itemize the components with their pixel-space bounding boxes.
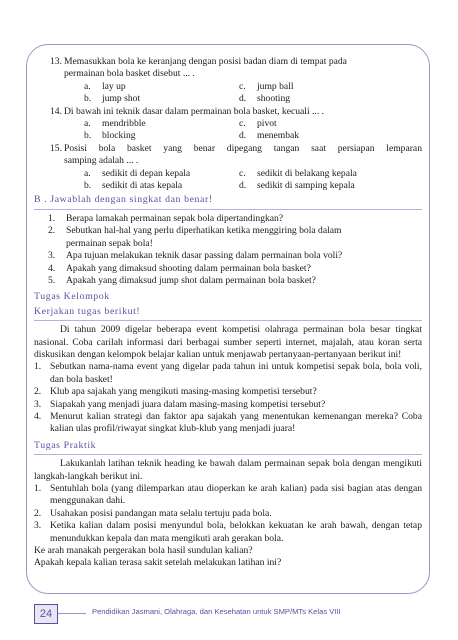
option-letter: a. [84, 80, 91, 92]
page-number: 24 [34, 604, 58, 624]
question-text: Di bawah ini teknik dasar dalam permainan bola basket, kecuali ... . [64, 105, 325, 117]
question-text: Memasukkan bola ke keranjang dengan posisi badan diam di tempat pada [64, 56, 347, 67]
option-text: pivot [257, 118, 277, 130]
question-14 [34, 106, 422, 118]
divider [34, 209, 422, 210]
option-text: sedikit di samping kepala [257, 180, 355, 192]
question-number: 13. [50, 56, 62, 67]
closing-question: Ke arah manakah pergerakan bola hasil sundulan kalian? [34, 545, 253, 557]
option-text: jump ball [257, 80, 294, 92]
option-letter: b. [84, 93, 92, 105]
tugas-praktik-intro: Lakukanlah latihan teknik heading ke bawah dalam permainan sepak bola dengan mengikuti langkah-langkah berikut ini. [34, 458, 422, 482]
section-b-item [34, 213, 422, 225]
tugas-praktik-item [34, 483, 422, 508]
option-row [84, 130, 422, 142]
item-text: Usahakan posisi pandangan mata selalu tertuju pada bola. [50, 507, 272, 519]
question-number: 14. [50, 105, 62, 117]
item-text: Sebutkan hal-hal yang perlu diperhatikan ketika menggiring bola dalam [66, 225, 342, 237]
option-row [84, 118, 422, 130]
tugas-kelompok-item [34, 361, 422, 386]
tugas-kelompok-intro: Di tahun 2009 digelar beberapa event kompetisi olahraga permainan bola besar tingkat nasional. Coba carilah informasi dari berbagai sumber seperti internet, majalah, atau koran serta diskusikan dengan kelompok belajar kalian untuk menjawab pertanyaan-pertanyaan berikut ini! [34, 324, 422, 360]
section-b-item [34, 225, 422, 250]
option-text: sedikit di atas kepala [102, 180, 183, 192]
book-title: Pendidikan Jasmani, Olahraga, dan Kesehatan untuk SMP/MTs Kelas VIII [92, 607, 341, 616]
section-b-item [34, 263, 422, 275]
item-number: 4. [48, 262, 56, 274]
item-text: Siapakah yang menjadi juara dalam masing-masing kompetisi tersebut? [50, 398, 326, 410]
tugas-kelompok-item [34, 386, 422, 398]
option-letter: a. [84, 118, 91, 130]
question-text-cont: samping adalah ... . [64, 155, 139, 167]
item-text: Klub apa sajakah yang mengikuti masing-masing kompetisi tersebut? [50, 386, 317, 398]
closing-question: Apakah kepala kalian terasa sakit setelah melakukan latihan ini? [34, 557, 282, 569]
option-text: shooting [257, 93, 291, 105]
item-text: Sentuhlah bola (yang dilemparkan atau dioperkan ke arah kalian) pada sisi bagian atas dengan menggunakan dahi. [50, 483, 422, 507]
item-text: Ketika kalian dalam posisi menyundul bola, belokkan kekuatan ke arah bawah, dengan tetap menundukkan kepala dan mata mengikuti arah gerakan bola. [50, 520, 422, 544]
option-letter: b. [84, 180, 92, 192]
item-number: 1. [34, 483, 42, 494]
item-number: 1. [34, 361, 42, 373]
question-text-cont: permainan bola basket disebut ... . [64, 68, 195, 80]
option-text: sedikit di belakang kepala [257, 167, 357, 179]
options-15 [34, 168, 422, 193]
option-text: lay up [102, 80, 126, 92]
item-text: Menurut kalian strategi dan faktor apa sajakah yang menentukan kemenangan mereka? Coba kalian ulas profil/riwayat singkat klub-klub yang menjadi juara! [50, 410, 422, 435]
footer [26, 596, 428, 624]
footer-rule [58, 613, 86, 614]
option-text: blocking [102, 130, 136, 142]
option-letter: d. [239, 93, 247, 105]
item-number: 2. [34, 507, 42, 519]
option-letter: d. [239, 180, 247, 192]
divider [34, 454, 422, 455]
option-letter: c. [239, 118, 246, 130]
question-number: 15. [50, 142, 62, 154]
item-number: 3. [34, 398, 42, 410]
tugas-kelompok-heading: Tugas Kelompok [34, 291, 110, 303]
option-text: jump shot [102, 93, 141, 105]
item-text: Sebutkan nama-nama event yang digelar pada tahun ini untuk kompetisi sepak bola, bola voli, dan bola basket! [50, 361, 422, 385]
section-b-item [34, 250, 422, 262]
tugas-praktik-item [34, 508, 422, 520]
item-number: 3. [48, 250, 56, 262]
tugas-praktik-heading: Tugas Praktik [34, 439, 97, 451]
item-number: 4. [34, 410, 42, 422]
item-number: 1. [48, 212, 56, 224]
option-letter: d. [239, 130, 247, 142]
option-row [84, 93, 422, 105]
question-text: Posisi bola basket yang benar dipegang tangan saat persiapan lemparan [64, 142, 422, 154]
question-15 [34, 143, 422, 168]
option-text: menembak [257, 130, 300, 142]
divider [34, 320, 422, 321]
section-b-heading: B . Jawablah dengan singkat dan benar! [34, 194, 213, 206]
tugas-kelompok-subheading: Kerjakan tugas berikut! [34, 305, 141, 317]
option-letter: a. [84, 167, 91, 179]
item-text-cont: permainan sepak bola! [66, 237, 153, 249]
item-text: Apakah yang dimaksud jump shot dalam permainan bola basket? [66, 274, 316, 286]
content [34, 56, 422, 570]
option-text: sedikit di depan kepala [102, 167, 191, 179]
section-b-item [34, 275, 422, 287]
options-13 [34, 81, 422, 106]
item-number: 2. [34, 386, 42, 398]
question-13 [34, 56, 422, 81]
option-letter: c. [239, 167, 246, 179]
tugas-praktik-item [34, 520, 422, 545]
item-text: Apa tujuan melakukan teknik dasar passing dalam permainan bola voli? [66, 250, 343, 262]
item-text: Berapa lamakah permainan sepak bola dipertandingkan? [66, 212, 284, 224]
item-number: 3. [34, 520, 42, 532]
option-text: mendribble [102, 118, 146, 130]
option-row [84, 81, 422, 93]
option-letter: c. [239, 80, 246, 92]
tugas-kelompok-item [34, 399, 422, 411]
option-letter: b. [84, 130, 92, 142]
tugas-kelompok-item [34, 411, 422, 436]
item-text: Apakah yang dimaksud shooting dalam permainan bola basket? [66, 262, 311, 274]
option-row [84, 180, 422, 192]
option-row [84, 168, 422, 180]
options-14 [34, 118, 422, 143]
item-number: 2. [48, 225, 56, 237]
item-number: 5. [48, 274, 56, 286]
